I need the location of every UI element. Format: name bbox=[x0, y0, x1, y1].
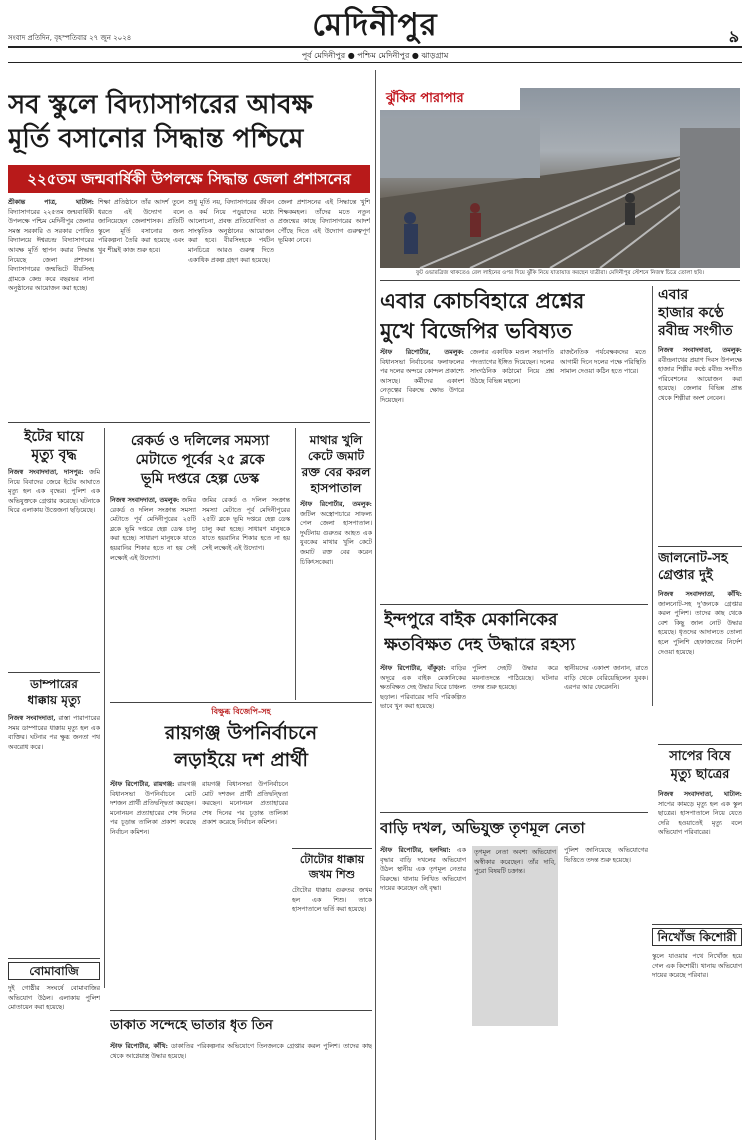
egra-headline[interactable] bbox=[384, 608, 648, 658]
toto-headline-line-2: জখম শিশু bbox=[308, 868, 356, 881]
egra-rule bbox=[380, 604, 648, 605]
dakat-headline[interactable]: ডাকাত সন্দেহে ভাতার ধৃত তিন bbox=[110, 1018, 273, 1033]
lead-headline-line-2: মূর্তি বসানোর সিদ্ধান্ত পশ্চিমে bbox=[8, 124, 304, 154]
jalnote-headline-line-2: গ্রেপ্তার দুই bbox=[658, 568, 713, 583]
head-headline-line-3: রক্ত বের করল bbox=[301, 465, 371, 479]
record-byline: নিজস্ব সংবাদদাতা, তমলুক: bbox=[110, 497, 180, 504]
cooch-byline: স্টাফ রিপোর্টার, তমলুক: bbox=[380, 349, 464, 356]
masthead-rule bbox=[8, 46, 742, 48]
record-headline-line-3: ভূমি দপ্তরে হেল্প ডেস্ক bbox=[140, 471, 260, 487]
head-byline: স্টাফ রিপোর্টার, তমলুক: bbox=[300, 501, 372, 508]
lead-body-col-1 bbox=[8, 198, 94, 418]
cooch-body-col-2: জেলার একাধিক মণ্ডল সভাপতি পদত্যাগের ইঙ্গিত দিয়েছেন। দলের সাংগঠনিক কাঠামো নিয়ে প্রশ্ন উঠছে বিভিন্ন মহলে। bbox=[470, 349, 554, 385]
snake-body bbox=[658, 790, 742, 920]
dakat-byline: স্টাফ রিপোর্টার, কাঁথি: bbox=[110, 1043, 168, 1050]
brick-headline-line-1: ইটের ঘায়ে bbox=[24, 429, 84, 445]
jalnote-headline-line-1: জালনোট-সহ bbox=[658, 551, 728, 566]
raiganj-byline: স্টাফ রিপোর্টার, রায়গঞ্জ: bbox=[110, 781, 175, 788]
raiganj-body-col-2: রায়গঞ্জ বিধানসভা উপনির্বাচনে মোট দশজন প্রার্থী প্রতিদ্বন্দ্বিতা করছেন। মনোনয়ন প্রত্যাহারের শেষ দিনের পর চূড়ান্ত তালিকা প্রকাশ করেছে নির্বাচন কমিশন। bbox=[202, 781, 288, 827]
head-body-text: জটিল অস্ত্রোপচারে সাফল্য পেল জেলা হাসপাতাল। দুর্ঘটনায় গুরুতর আহত এক যুবকের মাথার খুলি কেটে জমাট রক্ত বের করেন চিকিৎসকেরা। bbox=[300, 510, 372, 566]
missing-body: স্কুলে যাওয়ার পথে নিখোঁজ হয়ে গেল এক কিশোরী। থানায় অভিযোগ দায়ের করেছে পরিবার। bbox=[652, 953, 742, 980]
head-body bbox=[300, 500, 372, 700]
raiganj-kicker: বিক্ষুব্ধ বিজেপি-সহ bbox=[211, 706, 271, 716]
jalnote-byline: নিজস্ব সংবাদদাতা, কাঁথি: bbox=[658, 591, 742, 598]
record-headline[interactable] bbox=[110, 432, 290, 489]
page-number: ৯ bbox=[728, 27, 740, 46]
dampar-headline[interactable] bbox=[8, 676, 100, 708]
lead-body-col-4: জেলা প্রশাসনের এই সিদ্ধান্তে খুশি শিক্ষকমহল। তাঁদের মতে নতুন প্রজন্মের কাছে বিদ্যাসাগরের আদর্শ পৌঁছে দিতে এই উদ্যোগ গুরুত্বপূর্ণ ভূমিকা নেবে। bbox=[278, 199, 370, 245]
head-headline-line-4: হাসপাতাল bbox=[310, 481, 362, 495]
dampar-body bbox=[8, 714, 100, 954]
raiganj-body-col-1 bbox=[110, 780, 196, 960]
lead-body-1: বিদ্যাসাগরের ২২৫তম জন্মবার্ষিকী উপলক্ষে পশ্চিম মেদিনীপুর জেলার সমস্ত সরকারি ও সরকার পোষিত বিদ্যালয়ে ঈশ্বরচন্দ্র বিদ্যাসাগরের আবক্ষ মূর্তি স্থাপন করার সিদ্ধান্ত নিয়েছে জেলা প্রশাসন। বিদ্যাসাগরের জন্মভিটে বীরসিংহ গ্রামকে কেন্দ্র করে বছরভর নানা অনুষ্ঠানের আয়োজন করা হচ্ছে। bbox=[8, 208, 94, 293]
cooch-headline-line-2: মুখে বিজেপির ভবিষ্যত bbox=[380, 318, 573, 343]
raiganj-headline-line-2: লড়াইয়ে দশ প্রার্থী bbox=[174, 749, 308, 771]
snake-headline[interactable] bbox=[658, 748, 742, 784]
rabindra-byline: নিজস্ব সংবাদদাতা, তমলুক: bbox=[658, 347, 742, 354]
raiganj-headline-line-1: রায়গঞ্জ উপনির্বাচনে bbox=[164, 722, 318, 744]
dakat-body bbox=[110, 1042, 372, 1138]
bomb-body: দুই গোষ্ঠীর সংঘর্ষে বোমাবাজির অভিযোগ উঠল। এলাকায় পুলিশ মোতায়েন করা হয়েছে। bbox=[8, 985, 100, 1012]
egra-headline-line-2: ক্ষতবিক্ষত দেহ উদ্ধারে রহস্য bbox=[384, 635, 576, 655]
section-tags: পূর্ব মেদিনীপুর ● পশ্চিম মেদিনীপুর ● ঝাড়গ্রাম bbox=[301, 51, 449, 60]
egra-headline-line-1: ইন্দপুরে বাইক মেকানিকের bbox=[384, 610, 558, 630]
column-rule-mid bbox=[295, 428, 296, 700]
dampar-byline: নিজস্ব সংবাদদাতা, bbox=[8, 715, 56, 722]
house-rule bbox=[380, 812, 648, 813]
brick-headline[interactable] bbox=[8, 428, 100, 464]
jalnote-body bbox=[658, 590, 742, 740]
railway-photo-image bbox=[380, 88, 740, 268]
snake-headline-line-1: সাপের বিষে bbox=[669, 749, 731, 764]
dampar-headline-line-1: ডাম্পারের bbox=[30, 677, 78, 691]
lead-headline[interactable] bbox=[8, 88, 370, 156]
toto-body: টোটোর ধাক্কায় গুরুতর জখম হল এক শিশু। তাকে হাসপাতালে ভর্তি করা হয়েছে। bbox=[292, 887, 372, 914]
head-headline[interactable] bbox=[300, 432, 372, 496]
dampar-body-text: রাস্তা পারাপারের সময় ডাম্পারের ধাক্কায় মৃত্যু হল এক ব্যক্তির। ঘটনার পর ক্ষুব্ধ জনতা পথ অবরোধ করে। bbox=[8, 715, 100, 751]
house-body-col-3: পুলিশ জানিয়েছে অভিযোগের ভিত্তিতে তদন্ত শুরু হয়েছে। bbox=[564, 847, 648, 864]
jalnote-rule bbox=[658, 546, 742, 547]
head-headline-line-1: মাথার খুলি bbox=[309, 433, 363, 447]
record-body-col-1 bbox=[110, 496, 196, 696]
lead-body-col-3: শুধু মূর্তি নয়, বিদ্যাসাগরের জীবন ও কর্ম নিয়ে পড়ুয়াদের মধ্যে আলোচনা, প্রবন্ধ প্রতিযোগিতা ও সাংস্কৃতিক অনুষ্ঠানের আয়োজন করা হবে। বীরসিংহকে পর্যটন মানচিত্রে আরও গুরুত্ব দিতে একাধিক প্রকল্প গ্রহণ করা হয়েছে। bbox=[188, 199, 274, 264]
house-headline[interactable]: বাড়ি দখল, অভিযুক্ত তৃণমূল নেতা bbox=[380, 819, 585, 837]
date-line: সংবাদ প্রতিদিন, বৃহস্পতিবার ২৭ জুন ২০২৪ bbox=[8, 34, 132, 42]
rabindra-headline[interactable] bbox=[658, 286, 744, 340]
snake-body-text: সাপের কামড়ে মৃত্যু হল এক স্কুল ছাত্রের। হাসপাতালে নিয়ে যেতে দেরি হওয়াতেই মৃত্যু বলে অভিযোগ পরিবারের। bbox=[658, 800, 742, 837]
rabindra-body bbox=[658, 346, 742, 542]
cooch-headline[interactable] bbox=[380, 286, 648, 346]
photo-rule bbox=[380, 280, 740, 281]
snake-headline-line-2: মৃত্যু ছাত্রের bbox=[670, 767, 730, 782]
raiganj-body-text: রায়গঞ্জ বিধানসভা উপনির্বাচনে মোট দশজন প্রার্থী প্রতিদ্বন্দ্বিতা করছেন। মনোনয়ন প্রত্যাহারের শেষ দিনের পর চূড়ান্ত তালিকা প্রকাশ করেছে নির্বাচন কমিশন। bbox=[110, 781, 196, 836]
row-rule-1 bbox=[8, 422, 370, 423]
toto-rule bbox=[292, 848, 372, 849]
bomb-headline[interactable]: বোমাবাজি bbox=[8, 962, 100, 980]
cooch-body-col-1 bbox=[380, 348, 464, 598]
house-body-col-2: তৃণমূল নেতা অবশ্য অভিযোগ অস্বীকার করেছেন। তাঁর দাবি, পুরো বিষয়টি চক্রান্ত। bbox=[472, 846, 558, 1026]
column-rule-right bbox=[652, 286, 653, 706]
lead-subhead: ২২৫তম জন্মবার্ষিকী উপলক্ষে সিদ্ধান্ত জেলা প্রশাসনের bbox=[8, 165, 370, 193]
dampar-rule bbox=[8, 672, 100, 673]
egra-body-col-1 bbox=[380, 664, 466, 804]
egra-body-col-3: স্থানীয়দের একাংশ জানান, রাতে বাড়ি থেকে বেরিয়েছিলেন যুবক। এরপর আর ফেরেননি। bbox=[564, 665, 648, 692]
column-rule-center bbox=[375, 70, 376, 1140]
record-body-col-2: জমির রেকর্ড ও দলিল সংক্রান্ত সমস্যা মেটাতে পূর্ব মেদিনীপুরের ২৫টি ব্লকে ভূমি দপ্তরে হেল্প ডেস্ক চালু করা হচ্ছে। সাধারণ মানুষকে যাতে হয়রানির শিকার হতে না হয় সেই লক্ষ্যেই এই উদ্যোগ। bbox=[202, 497, 290, 552]
railway-photo[interactable] bbox=[380, 88, 740, 268]
raiganj-headline[interactable] bbox=[110, 720, 372, 774]
record-headline-line-2: মেটাতে পূর্বের ২৫ ব্লকে bbox=[135, 452, 265, 468]
dakat-body-text: ডাকাতির পরিকল্পনার অভিযোগে তিনজনকে গ্রেপ্তার করল পুলিশ। তাদের কাছ থেকে আগ্নেয়াস্ত্র উদ্ধার হয়েছে। bbox=[110, 1043, 372, 1060]
rabindra-headline-line-2: হাজার কণ্ঠে bbox=[658, 305, 724, 321]
missing-rule bbox=[652, 924, 742, 925]
column-rule-left bbox=[104, 428, 105, 988]
lead-headline-line-1: সব স্কুলে বিদ্যাসাগরের আবক্ষ bbox=[8, 90, 313, 120]
toto-headline[interactable] bbox=[292, 852, 372, 882]
dakat-rule bbox=[110, 1010, 372, 1011]
photo-label: ঝুঁকির পারাপার bbox=[380, 88, 520, 110]
rabindra-headline-line-3: রবীন্দ্র সংগীত bbox=[658, 323, 733, 339]
record-body-text: জমির রেকর্ড ও দলিল সংক্রান্ত সমস্যা মেটাতে পূর্ব মেদিনীপুরের ২৫টি ব্লকে ভূমি দপ্তরে হেল্প ডেস্ক চালু করা হচ্ছে। সাধারণ মানুষকে যাতে হয়রানির শিকার হতে না হয় সেই লক্ষ্যেই এই উদ্যোগ। bbox=[110, 497, 196, 562]
egra-body-col-2: পুলিশ দেহটি উদ্ধার করে ময়নাতদন্তে পাঠিয়েছে। ঘটনার তদন্ত শুরু হয়েছে। bbox=[472, 665, 558, 692]
house-body-col-1 bbox=[380, 846, 466, 1026]
head-headline-line-2: কেটে জমাট bbox=[307, 449, 365, 463]
record-headline-line-1: রেকর্ড ও দলিলের সমস্যা bbox=[130, 433, 270, 449]
cooch-headline-line-1: এবার কোচবিহারে প্রশ্নের bbox=[380, 288, 585, 313]
lead-byline: শ্রীকান্ত পাত্র, ঘাটাল: bbox=[8, 199, 94, 206]
rabindra-body-text: রবীন্দ্রনাথের প্রয়াণ দিবস উপলক্ষে হাজার শিল্পীর কণ্ঠে রবীন্দ্র সংগীত পরিবেশনের আয়োজন করা হয়েছে। জেলার বিভিন্ন প্রান্ত থেকে শিল্পীরা অংশ নেবেন। bbox=[658, 356, 742, 402]
cooch-body-1: বিধানসভা নির্বাচনের ফলাফলের পর দলের অন্দরে কোন্দল প্রকাশ্যে আসছে। কর্মীদের একাংশ নেতৃত্বের বিরুদ্ধে ক্ষোভ উগরে দিয়েছেন। bbox=[380, 358, 464, 404]
lead-body-col-2: শিক্ষা প্রতিষ্ঠানে তাঁর আদর্শ তুলে ধরতে এই উদ্যোগ বলে জানিয়েছেন জেলাশাসক। প্রতিটি স্কুলে মূর্তি বসানোর জন্য পরিকল্পনা তৈরি করা হয়েছে এবং খুব শীঘ্রই কাজ শুরু হবে। bbox=[98, 199, 184, 254]
brick-body bbox=[8, 468, 100, 668]
missing-headline[interactable]: নিখোঁজ কিশোরী bbox=[652, 928, 742, 946]
brick-body-text: জমি নিয়ে বিবাদের জেরে ইটের আঘাতে মৃত্যু হল এক বৃদ্ধের। পুলিশ এক অভিযুক্তকে গ্রেপ্তার করেছে। ঘটনাকে ঘিরে এলাকায় উত্তেজনা ছড়িয়েছে। bbox=[8, 469, 100, 515]
cooch-body-col-3: রাজনৈতিক পর্যবেক্ষকদের মতে আগামী দিনে দলের পক্ষে পরিস্থিতি সামাল দেওয়া কঠিন হতে পারে। bbox=[560, 349, 646, 376]
photo-caption: ফুট ওভারব্রিজ থাকতেও রেল লাইনের ওপর দিয়ে ঝুঁকি নিয়ে যাতায়াত করছেন যাত্রীরা। মেদিনীপুর স্টেশনে নিজস্ব চিত্রে তোলা ছবি। bbox=[415, 270, 705, 276]
brick-headline-line-2: মৃত্যু বৃদ্ধ bbox=[31, 447, 77, 463]
snake-rule bbox=[658, 744, 742, 745]
jalnote-body-text: জালনোট-সহ দু'জনকে গ্রেপ্তার করল পুলিশ। তাদের কাছ থেকে বেশ কিছু জাল নোট উদ্ধার হয়েছে। ধৃতদের আদালতে তোলা হলে পুলিশি হেফাজতের নির্দেশ দেওয়া হয়েছে। bbox=[658, 600, 742, 656]
egra-body-1: বাড়ির অদূরে এক বাইক মেকানিকের ক্ষতবিক্ষত দেহ উদ্ধার ঘিরে চাঞ্চল্য ছড়াল। পরিবারের দাবি পরিকল্পিত ভাবে খুন করা হয়েছে। bbox=[380, 665, 466, 711]
snake-byline: নিজস্ব সংবাদদাতা, ঘাটাল: bbox=[658, 791, 742, 798]
house-body-1: এক বৃদ্ধার বাড়ি দখলের অভিযোগ উঠল স্থানীয় এক তৃণমূল নেতার বিরুদ্ধে। থানায় লিখিত অভিযোগ দায়ের করেছেন ওই বৃদ্ধা। bbox=[380, 847, 466, 893]
bomb-rule bbox=[8, 958, 100, 959]
masthead-rule-bottom bbox=[8, 62, 742, 63]
house-byline: স্টাফ রিপোর্টার, হলদিয়া: bbox=[380, 847, 451, 854]
newspaper-title: মেদিনীপুর bbox=[312, 7, 438, 43]
jalnote-headline[interactable] bbox=[658, 550, 744, 584]
brick-byline: নিজস্ব সংবাদদাতা, দাসপুর: bbox=[8, 469, 84, 476]
raiganj-rule bbox=[110, 702, 372, 703]
egra-byline: স্টাফ রিপোর্টার, বাঁকুড়া: bbox=[380, 665, 446, 672]
rabindra-headline-line-1: এবার bbox=[658, 287, 689, 303]
dampar-headline-line-2: ধাক্কায় মৃত্যু bbox=[27, 693, 81, 707]
toto-headline-line-1: টোটোর ধাক্কায় bbox=[299, 853, 365, 866]
